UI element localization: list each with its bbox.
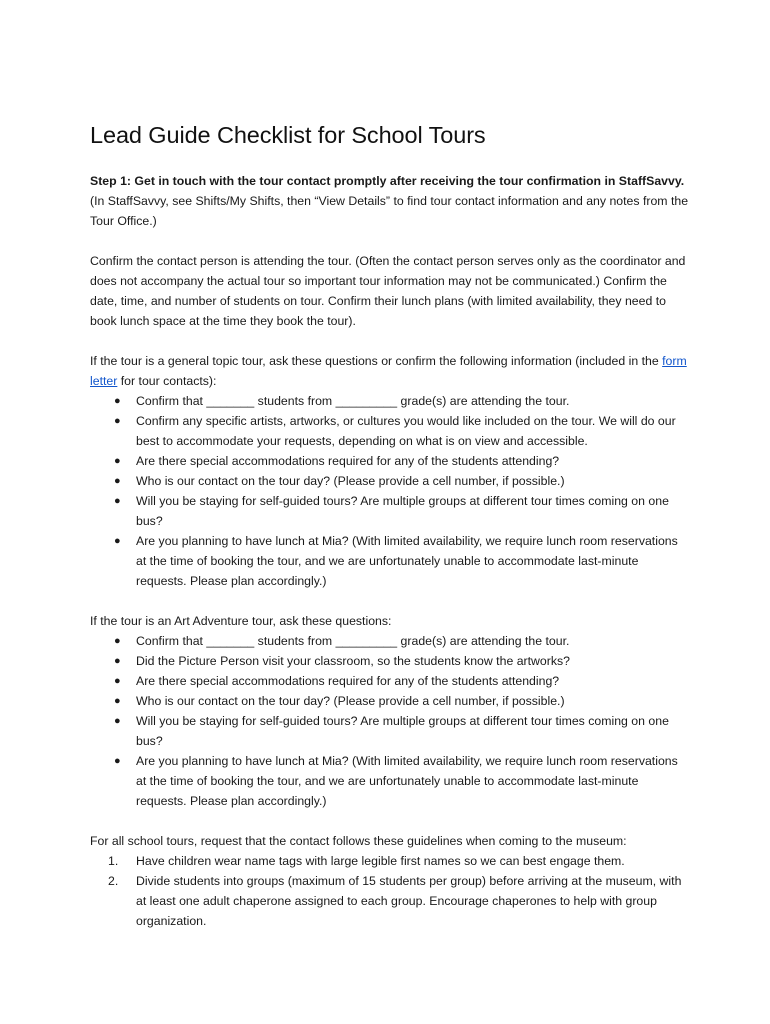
list-item-text: Will you be staying for self-guided tours? Are multiple groups at different tour times coming on one bus? bbox=[136, 494, 669, 528]
bullet-icon: ● bbox=[114, 495, 121, 507]
list-item bbox=[90, 491, 690, 531]
list-item bbox=[90, 851, 690, 871]
list-item bbox=[90, 471, 690, 491]
general-intro-text: If the tour is a general topic tour, ask these questions or confirm the following information (included in the bbox=[90, 354, 663, 368]
general-questions-list bbox=[90, 391, 690, 591]
list-item bbox=[90, 711, 690, 751]
list-item-text: Who is our contact on the tour day? (Please provide a cell number, if possible.) bbox=[136, 474, 565, 488]
step1-paragraph bbox=[90, 171, 690, 231]
item-number: 2. bbox=[108, 874, 119, 888]
bullet-icon: ● bbox=[114, 655, 121, 667]
bullet-icon: ● bbox=[114, 675, 121, 687]
list-item bbox=[90, 391, 690, 411]
list-item-text: Are there special accommodations required for any of the students attending? bbox=[136, 454, 560, 468]
list-item bbox=[90, 671, 690, 691]
list-item bbox=[90, 871, 690, 931]
bullet-icon: ● bbox=[114, 695, 121, 707]
adventure-intro: If the tour is an Art Adventure tour, ask these questions: bbox=[90, 614, 392, 628]
list-item-text: Are there special accommodations required for any of the students attending? bbox=[136, 674, 560, 688]
bullet-icon: ● bbox=[114, 455, 121, 467]
spacer bbox=[90, 231, 690, 251]
list-item-text: Are you planning to have lunch at Mia? (With limited availability, we require lunch room reservations at the time of booking the tour, and we are unfortunately unable to accommodate last-minute requests. Please plan accordingly.) bbox=[136, 534, 678, 588]
list-item-text: Confirm any specific artists, artworks, or cultures you would like included on the tour. We will do our best to accommodate your requests, depending on what is on view and accessible. bbox=[136, 414, 676, 448]
list-item bbox=[90, 411, 690, 451]
guidelines-list bbox=[90, 851, 690, 931]
list-item bbox=[90, 651, 690, 671]
item-number: 1. bbox=[108, 854, 119, 868]
bullet-icon: ● bbox=[114, 755, 121, 767]
adventure-questions-list bbox=[90, 631, 690, 811]
bullet-icon: ● bbox=[114, 415, 121, 427]
list-item-text: Did the Picture Person visit your classroom, so the students know the artworks? bbox=[136, 654, 570, 668]
step1-heading: Step 1: Get in touch with the tour contact promptly after receiving the tour confirmation in StaffSavvy. bbox=[90, 174, 685, 188]
page-title: Lead Guide Checklist for School Tours bbox=[90, 122, 486, 148]
spacer bbox=[90, 591, 690, 611]
all-tours-intro: For all school tours, request that the contact follows these guidelines when coming to the museum: bbox=[90, 834, 627, 848]
list-item-text: Confirm that _______ students from _________ grade(s) are attending the tour. bbox=[136, 394, 570, 408]
list-item bbox=[90, 631, 690, 651]
list-item bbox=[90, 751, 690, 811]
bullet-icon: ● bbox=[114, 475, 121, 487]
list-item-text: Are you planning to have lunch at Mia? (With limited availability, we require lunch room reservations at the time of booking the tour, and we are unfortunately unable to accommodate last-minute requests. Please plan accordingly.) bbox=[136, 754, 678, 808]
list-item-text: Divide students into groups (maximum of 15 students per group) before arriving at the museum, with at least one adult chaperone assigned to each group. Encourage chaperones to help with group organization. bbox=[136, 874, 682, 928]
spacer bbox=[90, 331, 690, 351]
spacer bbox=[90, 811, 690, 831]
general-intro-text-end: for tour contacts): bbox=[117, 374, 217, 388]
bullet-icon: ● bbox=[114, 715, 121, 727]
general-intro bbox=[90, 351, 690, 391]
list-item bbox=[90, 531, 690, 591]
list-item-text: Who is our contact on the tour day? (Please provide a cell number, if possible.) bbox=[136, 694, 565, 708]
confirm-paragraph: Confirm the contact person is attending the tour. (Often the contact person serves only as the coordinator and does not accompany the actual tour so important tour information may not be communicated.) Confirm the date, time, and number of students on tour. Confirm their lunch plans (with limited availability, they need to book lunch space at the time they book the tour). bbox=[90, 254, 686, 328]
step1-note: (In StaffSavvy, see Shifts/My Shifts, then “View Details” to find tour contact information and any notes from the Tour Office.) bbox=[90, 194, 689, 228]
document-body bbox=[90, 118, 690, 931]
bullet-icon: ● bbox=[114, 635, 121, 647]
bullet-icon: ● bbox=[114, 395, 121, 407]
list-item-text: Have children wear name tags with large legible first names so we can best engage them. bbox=[136, 854, 625, 868]
list-item bbox=[90, 691, 690, 711]
list-item-text: Confirm that _______ students from _________ grade(s) are attending the tour. bbox=[136, 634, 570, 648]
list-item-text: Will you be staying for self-guided tours? Are multiple groups at different tour times coming on one bus? bbox=[136, 714, 669, 748]
form-letter-link[interactable]: form letter bbox=[90, 354, 687, 388]
list-item bbox=[90, 451, 690, 471]
bullet-icon: ● bbox=[114, 535, 121, 547]
